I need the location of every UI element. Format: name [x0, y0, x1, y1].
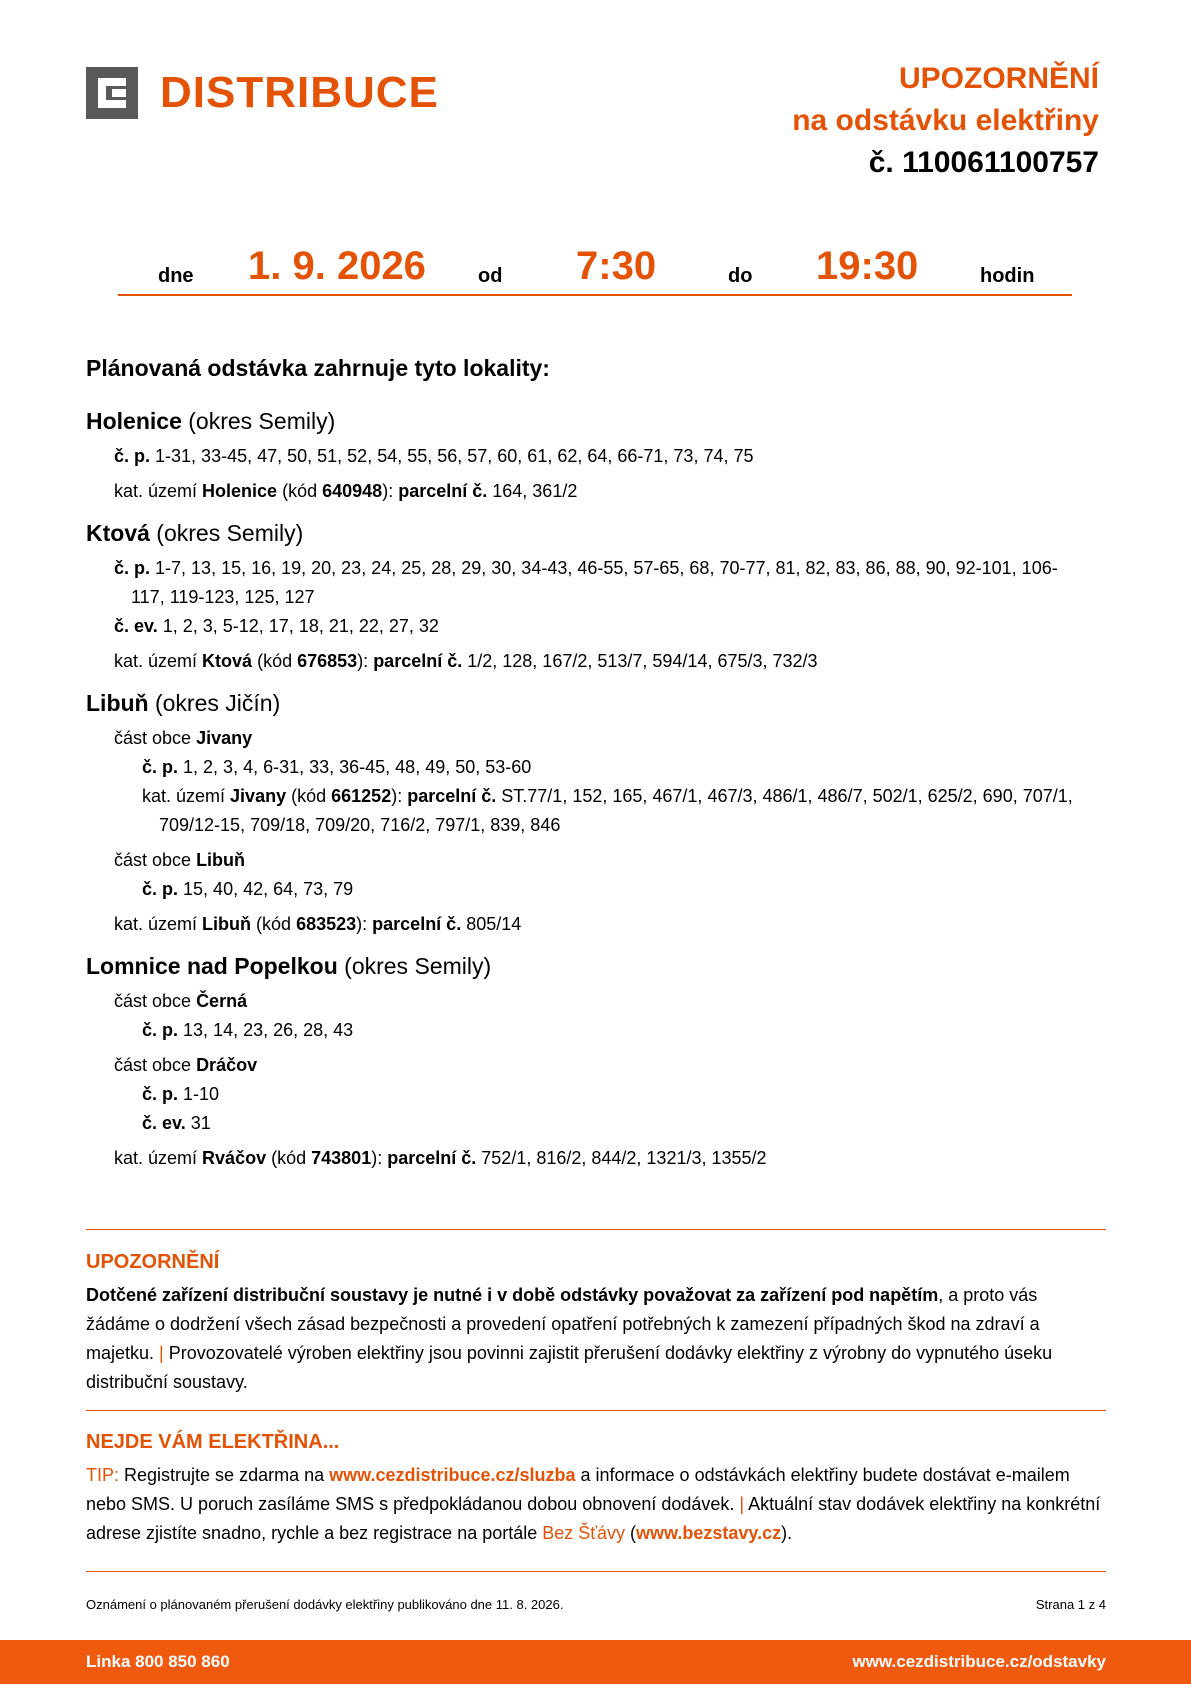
from-label: od	[478, 265, 503, 287]
tip-text: Registrujte se zdarma na	[119, 1465, 330, 1485]
warning-text-2: Provozovatelé výroben elektřiny jsou povinni zajistit přerušení dodávky elektřiny z výrobny do vypnutého úseku distribuční soustavy.	[86, 1343, 1053, 1392]
kod-label: (kód	[282, 481, 318, 501]
location-district: (okres Semily)	[156, 520, 304, 546]
page-number: Strana 1 z 4	[1035, 1597, 1106, 1612]
to-label: do	[728, 265, 753, 287]
part-label: část obce	[114, 1055, 192, 1075]
warning-text: , a proto vás žádáme o dodržení všech zásad bezpečnosti a provedení opatření potřebných k zamezení případných škod na zdraví a majetku.	[86, 1285, 1040, 1363]
no-power-title: NEJDE VÁM ELEKTŘINA...	[86, 1431, 340, 1453]
part-label: část obce	[114, 991, 192, 1011]
warning-bold-text: Dotčené zařízení distribuční soustavy je nutné i v době odstávky považovat za zařízení pod napětím	[86, 1285, 939, 1305]
divider	[86, 1229, 1106, 1230]
parcel-label: parcelní č.	[407, 786, 497, 806]
kod-label: (kód	[271, 1148, 307, 1168]
location-name: Lomnice nad Popelkou	[86, 953, 338, 979]
kat-code: 640948	[322, 481, 383, 501]
parcel-label: parcelní č.	[373, 651, 463, 671]
part-label: část obce	[114, 850, 192, 870]
footer-bar	[0, 1640, 1191, 1684]
part-name: Jivany	[196, 728, 253, 748]
logo-text: DISTRIBUCE	[160, 68, 439, 117]
cev-label: č. ev.	[142, 1113, 186, 1133]
location-holenice: Holenice (okres Semily) č. p. 1-31, 33-45, 47, 50, 51, 52, 54, 55, 56, 57, 60, 61, 62, 64, 66-71, 73, 74, 75 kat. území Holenice (kód 640948): parcelní č. 164, 361/2	[86, 408, 754, 501]
parcels: 805/14	[466, 914, 522, 934]
kat-code: 743801	[311, 1148, 372, 1168]
logo-mark-icon	[86, 67, 138, 119]
cp-label: č. p.	[114, 558, 151, 578]
part-name: Černá	[196, 991, 248, 1011]
parcels: ST.77/1, 152, 165, 467/1, 467/3, 486/1, 486/7, 502/1, 625/2, 690, 707/1, 709/12-15, 709/18, 709/20, 716/2, 797/1, 839, 846	[159, 786, 1073, 835]
house-numbers: 15, 40, 42, 64, 73, 79	[183, 879, 354, 899]
location-district: (okres Semily)	[344, 953, 492, 979]
tip-text: (	[625, 1523, 637, 1543]
outage-start-time: 7:30	[576, 244, 657, 288]
location-name: Ktová	[86, 520, 150, 546]
kat-label: kat. území	[114, 481, 198, 501]
parcel-label: parcelní č.	[398, 481, 488, 501]
kat-code: 683523	[296, 914, 357, 934]
kat-label: kat. území	[114, 914, 198, 934]
notice-number: č. 110061100757	[868, 146, 1099, 179]
registry-numbers: 31	[190, 1113, 211, 1133]
kat-label: kat. území	[114, 651, 198, 671]
house-numbers: 1-31, 33-45, 47, 50, 51, 52, 54, 55, 56, 57, 60, 61, 62, 64, 66-71, 73, 74, 75	[155, 446, 754, 466]
warning-title: UPOZORNĚNÍ	[86, 1251, 220, 1273]
hotline: Linka 800 850 860	[86, 1652, 230, 1671]
parcels: 752/1, 816/2, 844/2, 1321/3, 1355/2	[481, 1148, 767, 1168]
location-name: Libuň	[86, 690, 149, 716]
divider	[86, 1410, 1106, 1411]
parcel-label: parcelní č.	[387, 1148, 477, 1168]
separator: |	[159, 1343, 164, 1363]
day-label: dne	[158, 265, 194, 287]
location-name: Holenice	[86, 408, 182, 434]
separator: |	[739, 1494, 745, 1514]
kod-label: (kód	[256, 914, 292, 934]
kat-code: 661252	[331, 786, 392, 806]
part-name: Libuň	[196, 850, 246, 870]
house-numbers: 1-7, 13, 15, 16, 19, 20, 23, 24, 25, 28, 29, 30, 34-43, 46-55, 57-65, 68, 70-77, 81, 82, 83, 86, 88, 90, 92-101, 106-117, 119-123, 125, 127	[131, 558, 1058, 607]
cp-label: č. p.	[142, 1020, 179, 1040]
outage-timeframe	[118, 238, 1072, 296]
location-lomnice: Lomnice nad Popelkou (okres Semily) část obce Černá č. p. 13, 14, 23, 26, 28, 43 část obce Dráčov č. p. 1-10 č. ev. 31 kat. území Rváčov (kód 743801): parcelní č. 752/1, 816/2, 844/2, 1321/3, 1355/2	[86, 953, 767, 1168]
part-label: část obce	[114, 728, 192, 748]
kod-label: (kód	[257, 651, 293, 671]
footer-link[interactable]: www.cezdistribuce.cz/odstavky	[852, 1652, 1106, 1671]
cp-label: č. p.	[114, 446, 151, 466]
kat-code: 676853	[297, 651, 358, 671]
locations-intro: Plánovaná odstávka zahrnuje tyto lokality:	[86, 355, 550, 381]
kat-name: Ktová	[202, 651, 253, 671]
tip-text: Aktuální stav dodávek elektřiny na konkrétní adrese zjistíte snadno, rychle a bez registrace na portále	[86, 1494, 1101, 1543]
house-numbers: 1-10	[183, 1084, 220, 1104]
kat-label: kat. území	[114, 1148, 198, 1168]
portal-name-link[interactable]: Bez Šťávy	[542, 1523, 626, 1543]
location-district: (okres Jičín)	[154, 690, 281, 716]
warning-notice	[86, 1248, 1106, 1397]
divider	[86, 1571, 1106, 1572]
kat-name: Holenice	[202, 481, 278, 501]
notice-subtitle: na odstávku elektřiny	[792, 104, 1099, 137]
bezstavy-link[interactable]: www.bezstavy.cz	[636, 1523, 782, 1543]
service-link[interactable]: www.cezdistribuce.cz/sluzba	[329, 1465, 576, 1485]
tip-text: ).	[781, 1523, 793, 1543]
parcel-label: parcelní č.	[372, 914, 462, 934]
notice-heading	[792, 58, 1099, 184]
locations-section	[86, 355, 1106, 1173]
outage-end-time: 19:30	[816, 244, 919, 288]
parcels: 1/2, 128, 167/2, 513/7, 594/14, 675/3, 732/3	[467, 651, 818, 671]
part-name: Dráčov	[196, 1055, 258, 1075]
location-district: (okres Semily)	[188, 408, 336, 434]
outage-date: 1. 9. 2026	[248, 244, 426, 288]
kat-name: Jivany	[230, 786, 287, 806]
notice-title: UPOZORNĚNÍ	[898, 62, 1099, 95]
no-power-notice	[86, 1428, 1106, 1548]
parcels: 164, 361/2	[492, 481, 578, 501]
kod-label: (kód	[291, 786, 327, 806]
house-numbers: 13, 14, 23, 26, 28, 43	[183, 1020, 354, 1040]
published-note: Oznámení o plánovaném přerušení dodávky elektřiny publikováno dne 11. 8. 2026.	[86, 1597, 564, 1612]
tip-label: TIP:	[86, 1465, 120, 1485]
cev-label: č. ev.	[114, 616, 158, 636]
registry-numbers: 1, 2, 3, 5-12, 17, 18, 21, 22, 27, 32	[162, 616, 439, 636]
location-ktova: Ktová (okres Semily) č. p. 1-7, 13, 15, 16, 19, 20, 23, 24, 25, 28, 29, 30, 34-43, 46-55, 57-65, 68, 70-77, 81, 82, 83, 86, 88, 90, 92-101, 106-117, 119-123, 125, 127 č. ev. 1, 2, 3, 5-12, 17, 18, 21, 22, 27, 32 kat. území Ktová (kód 676853): parcelní č. 1/2, 128, 167/2, 513/7, 594/14, 675/3, 732/3	[86, 520, 1058, 671]
tip-text: a informace o odstávkách elektřiny budete dostávat e-mailem nebo SMS. U poruch zasíláme SMS s předpokládanou dobou obnovení dodávek.	[86, 1465, 1070, 1514]
location-libun: Libuň (okres Jičín) část obce Jivany č. p. 1, 2, 3, 4, 6-31, 33, 36-45, 48, 49, 50, 53-60 kat. území Jivany (kód 661252): parcelní č. ST.77/1, 152, 165, 467/1, 467/3, 486/1, 486/7, 502/1, 625/2, 690, 707/1, 709/12-15, 709/18, 709/20, 716/2, 797/1, 839, 846 část obce Libuň č. p. 15, 40, 42, 64, 73, 79 kat. území Libuň (kód 683523): parcelní č. 805/14	[86, 690, 1073, 934]
hours-label: hodin	[980, 265, 1035, 287]
kat-name: Rváčov	[202, 1148, 267, 1168]
cp-label: č. p.	[142, 1084, 179, 1104]
company-logo	[86, 67, 439, 119]
kat-name: Libuň	[202, 914, 252, 934]
kat-label: kat. území	[142, 786, 226, 806]
cp-label: č. p.	[142, 757, 179, 777]
cp-label: č. p.	[142, 879, 179, 899]
house-numbers: 1, 2, 3, 4, 6-31, 33, 36-45, 48, 49, 50, 53-60	[183, 757, 532, 777]
